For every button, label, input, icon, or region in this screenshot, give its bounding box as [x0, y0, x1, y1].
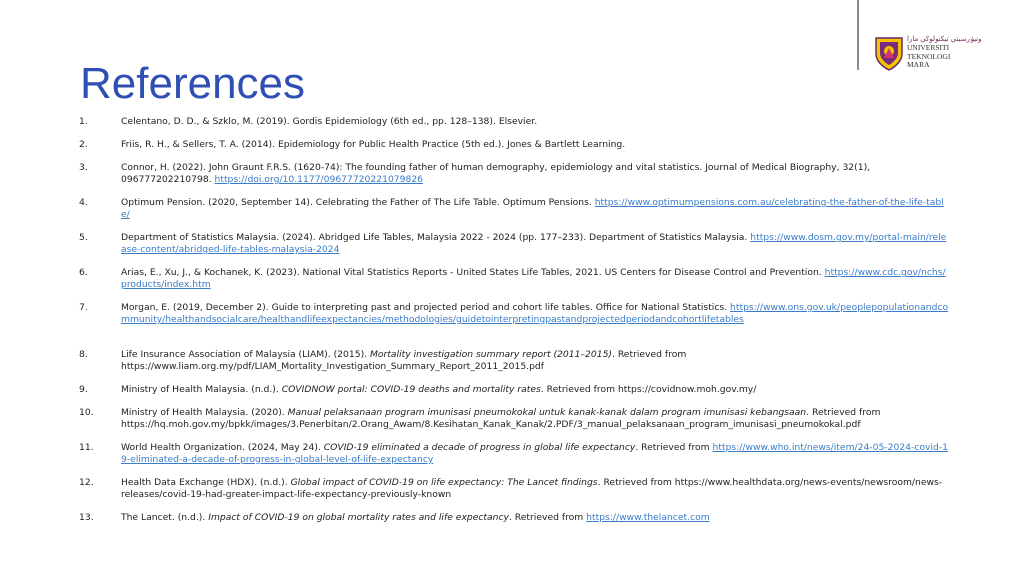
reference-link[interactable]: https://www.dosm.gov.my/portal-main/release-content/abridged-life-tables-malaysia-2024 — [121, 232, 947, 255]
reference-citation: World Health Organization. (2024, May 24). — [121, 442, 324, 453]
reference-link[interactable]: https://www.who.int/news/item/24-05-2024-covid-19-eliminated-a-decade-of-progress-in-global-level-of-life-expectancy — [121, 442, 948, 465]
logo-university-name — [907, 44, 950, 70]
reference-retrieval: . Retrieved from https://www.healthdata.org/news-events/newsroom/news-releases/covid-19-had-greater-impact-life-expectancy-previously-known — [121, 477, 943, 500]
reference-text — [121, 139, 951, 151]
logo-line-3: MARA — [907, 60, 930, 69]
reference-retrieval: . Retrieved from — [635, 442, 713, 453]
reference-citation: Ministry of Health Malaysia. (n.d.). — [121, 384, 282, 395]
crest-icon — [874, 36, 904, 72]
reference-citation: The Lancet. (n.d.). — [121, 512, 209, 523]
reference-number: 5. — [79, 232, 88, 243]
reference-citation: Connor, H. (2022). John Graunt F.R.S. (1620-74): The founding father of human demography, epidemiology and vital statistics. Journal of Medical Biography, 32(1), 096777202210798. — [121, 162, 871, 185]
reference-text — [121, 267, 951, 291]
reference-text — [121, 512, 951, 524]
reference-text — [121, 162, 951, 186]
reference-title-italic: Global impact of COVID-19 on life expectancy: The Lancet findings — [290, 477, 598, 488]
reference-text — [121, 302, 951, 326]
reference-title-italic: Mortality investigation summary report (2011–2015) — [370, 349, 612, 360]
reference-link[interactable]: https://www.optimumpensions.com.au/celebrating-the-father-of-the-life-table/ — [121, 197, 944, 220]
reference-link[interactable]: https://www.thelancet.com — [586, 512, 710, 523]
reference-citation: Celentano, D. D., & Szklo, M. (2019). Gordis Epidemiology (6th ed., pp. 128–138). Elsevier. — [121, 116, 538, 127]
reference-retrieval: . Retrieved from https://covidnow.moh.gov.my/ — [540, 384, 757, 395]
reference-title-italic: Manual pelaksanaan program imunisasi pneumokokal untuk kanak-kanak dalam program imunisasi kebangsaan — [287, 407, 807, 418]
reference-number: 4. — [79, 197, 88, 208]
vertical-divider — [857, 0, 859, 70]
reference-text — [121, 197, 951, 221]
reference-title-italic: COVID-19 eliminated a decade of progress in global life expectancy — [323, 442, 636, 453]
reference-citation: Morgan, E. (2019, December 2). Guide to interpreting past and projected period and cohort life tables. Office for National Statistics. — [121, 302, 731, 313]
reference-title-italic: COVIDNOW portal: COVID-19 deaths and mortality rates — [281, 384, 541, 395]
reference-text — [121, 442, 951, 466]
reference-retrieval: . Retrieved from — [508, 512, 587, 523]
reference-number: 1. — [79, 116, 88, 127]
reference-text — [121, 349, 951, 373]
reference-text — [121, 384, 951, 396]
reference-number: 3. — [79, 162, 88, 173]
reference-number: 13. — [79, 512, 94, 523]
reference-number: 9. — [79, 384, 88, 395]
page-title: References — [80, 59, 306, 108]
reference-text — [121, 232, 951, 256]
logo-jawi-text: ونيۏرسيتي تيكنولوڬي مارا — [907, 36, 982, 43]
reference-citation: Ministry of Health Malaysia. (2020). — [121, 407, 288, 418]
reference-retrieval: . Retrieved from https://hq.moh.gov.my/bpkk/images/3.Penerbitan/2.Orang_Awam/8.Kesihatan_Kanak_Kanak/2.PDF/3_manual_pelaksanaan_program_imunisasi_pneumokokal.pdf — [121, 407, 881, 430]
reference-number: 2. — [79, 139, 88, 150]
university-logo — [874, 36, 982, 76]
reference-number: 7. — [79, 302, 88, 313]
reference-citation: Optimum Pension. (2020, September 14). Celebrating the Father of The Life Table. Optimum Pensions. — [121, 197, 595, 208]
reference-citation: Friis, R. H., & Sellers, T. A. (2014). Epidemiology for Public Health Practice (5th ed.). Jones & Bartlett Learning. — [121, 139, 626, 150]
reference-link[interactable]: https://www.ons.gov.uk/peoplepopulationandcommunity/healthandsocialcare/healthandlifeexpectancies/methodologies/guidetointerpretingpastandprojectedperiodandcohortlifetables — [121, 302, 949, 325]
logo-line-1: UNIVERSITI — [907, 43, 950, 52]
reference-number: 11. — [79, 442, 94, 453]
logo-line-2: TEKNOLOGI — [907, 51, 951, 61]
reference-title-italic: Impact of COVID-19 on global mortality rates and life expectancy — [208, 512, 509, 523]
reference-link[interactable]: https://doi.org/10.1177/09677720221079826 — [214, 174, 424, 185]
reference-number: 6. — [79, 267, 88, 278]
reference-retrieval: . Retrieved from https://www.liam.org.my/pdf/LIAM_Mortality_Investigation_Summary_Report_2011_2015.pdf — [121, 349, 687, 372]
reference-text — [121, 407, 951, 431]
reference-citation: Life Insurance Association of Malaysia (LIAM). (2015). — [121, 349, 370, 360]
reference-citation: Arias, E., Xu, J., & Kochanek, K. (2023). National Vital Statistics Reports - United States Life Tables, 2021. US Centers for Disease Control and Prevention. — [121, 267, 825, 278]
reference-text — [121, 116, 951, 128]
reference-number: 12. — [79, 477, 94, 488]
reference-number: 10. — [79, 407, 94, 418]
reference-citation: Health Data Exchange (HDX). (n.d.). — [121, 477, 291, 488]
reference-link[interactable]: https://www.cdc.gov/nchs/products/index.htm — [121, 267, 946, 290]
reference-text — [121, 477, 951, 501]
reference-number: 8. — [79, 349, 88, 360]
reference-citation: Department of Statistics Malaysia. (2024). Abridged Life Tables, Malaysia 2022 - 2024 (pp. 177–233). Department of Statistics Malaysia. — [121, 232, 751, 243]
